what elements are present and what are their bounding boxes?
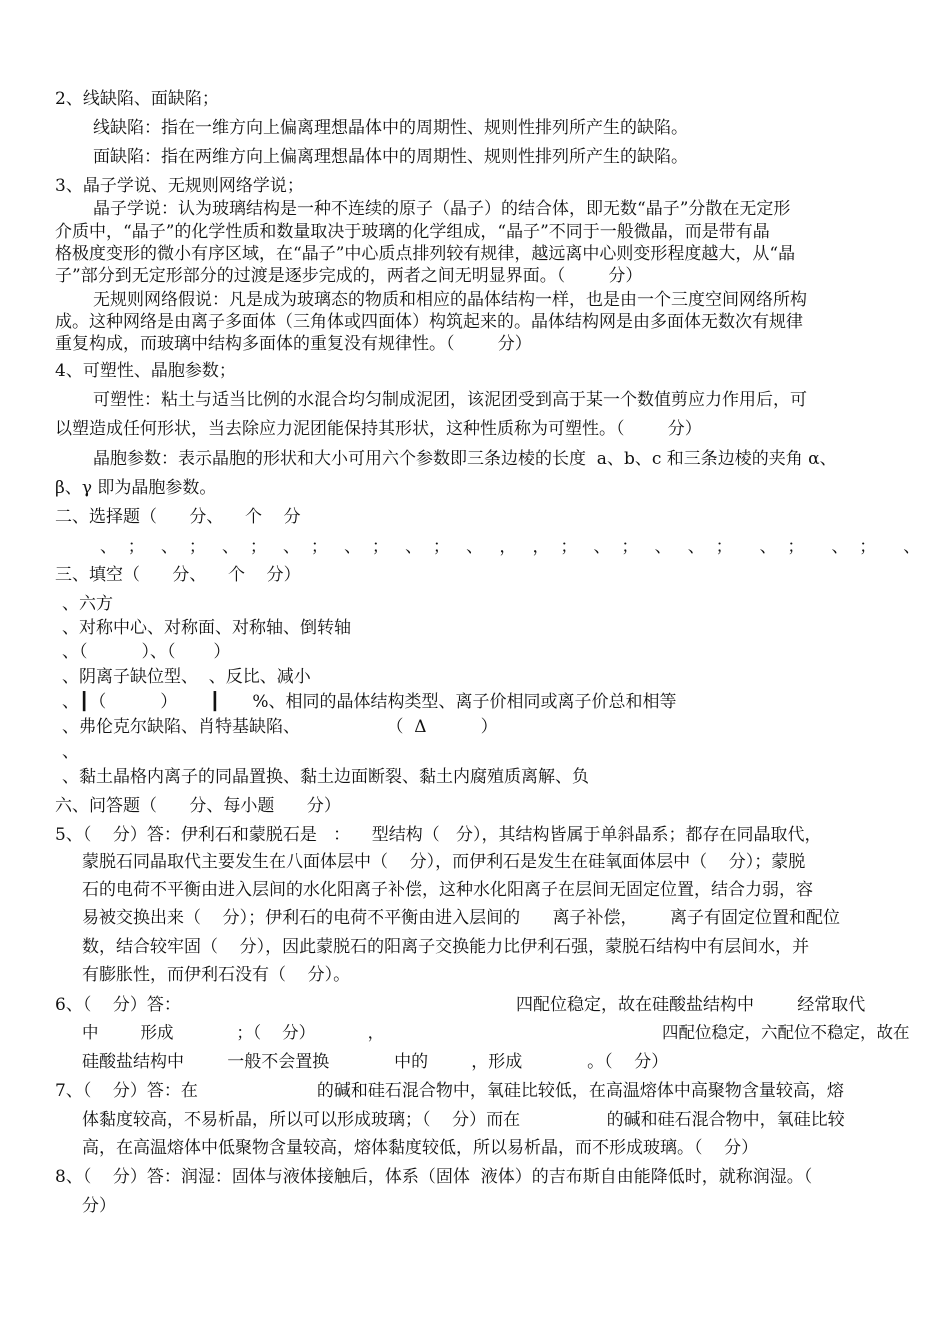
qa-line: 7、（ 分）答：在 的碱和硅石混合物中，氧硅比较低，在高温熔体中高聚物含量较高，熔 <box>55 1081 844 1101</box>
paragraph-line: 重复构成，而玻璃中结构多面体的重复没有规律性。（ 分） <box>55 334 532 354</box>
heading-3: 3、晶子学说、无规则网络学说； <box>55 176 304 196</box>
qa-line: 蒙脱石同晶取代主要发生在八面体层中（ 分），而伊利石是发生在硅氧面体层中（ 分）；蒙脱 <box>82 852 806 872</box>
qa-line: 易被交换出来（ 分）；伊利石的电荷不平衡由进入层间的 离子补偿， 离子有固定位置和配位 <box>82 908 840 928</box>
qa-line: 硅酸盐结构中 一般不会置换 中的 ，形成 。（ 分） <box>82 1052 669 1072</box>
fill-answer-line: 、阴离子缺位型、 、反比、减小 <box>62 667 311 687</box>
paragraph-line: 线缺陷：指在一维方向上偏离理想晶体中的周期性、规则性排列所产生的缺陷。 <box>93 118 688 138</box>
section-heading-qa: 六、问答题（ 分、每小题 分） <box>55 796 341 816</box>
fill-answer-line: 、（ ）、（ ） <box>62 642 231 662</box>
qa-line: 8、（ 分）答：润湿：固体与液体接触后，体系（固体 液体）的吉布斯自由能降低时，就称润湿。（ <box>55 1167 813 1187</box>
paragraph-line: 可塑性：粘土与适当比例的水混合均匀制成泥团，该泥团受到高于某一个数值剪应力作用后，可 <box>93 390 807 410</box>
qa-line: 有膨胀性，而伊利石没有（ 分）。 <box>82 965 351 985</box>
paragraph-line: 子”部分到无定形部分的过渡是逐步完成的，两者之间无明显界面。（ 分） <box>55 266 643 286</box>
paragraph-line: 介质中，“晶子”的化学性质和数量取决于玻璃的化学组成，“晶子”不同于一般微晶，而是带有晶 <box>55 222 770 242</box>
qa-line: 6、（ 分）答： 四配位稳定，故在硅酸盐结构中 经常取代 <box>55 995 866 1015</box>
paragraph-line: 晶胞参数：表示晶胞的形状和大小可用六个参数即三条边棱的长度 a、b、c 和三条边棱的夹角 α、 <box>93 449 837 469</box>
qa-line: 5、（ 分）答：伊利石和蒙脱石是 ： 型结构（ 分），其结构皆属于单斜晶系；都存在同晶取代， <box>55 825 822 845</box>
heading-2: 2、线缺陷、面缺陷； <box>55 89 219 109</box>
section-heading-choice: 二、选择题（ 分、 个 分 <box>55 507 301 527</box>
choice-answers-line: 、 ； 、 ； 、 ； 、 ； 、 ； 、 ； 、 ， ， ； 、 ； 、 、 ； 、 ； 、 ； 、 <box>100 537 921 557</box>
paragraph-line: 晶子学说：认为玻璃结构是一种不连续的原子（晶子）的结合体，即无数“晶子”分散在无定形 <box>93 199 791 219</box>
qa-line: 高，在高温熔体中低聚物含量较高，熔体黏度较低，所以易析晶，而不形成玻璃。（ 分） <box>82 1138 759 1158</box>
fill-answer-line: 、六方 <box>62 594 113 614</box>
paragraph-line: 面缺陷：指在两维方向上偏离理想晶体中的周期性、规则性排列所产生的缺陷。 <box>93 147 688 167</box>
paragraph-line: 无规则网络假说：凡是成为玻璃态的物质和相应的晶体结构一样，也是由一个三度空间网络所构 <box>93 290 807 310</box>
heading-4: 4、可塑性、晶胞参数； <box>55 361 236 381</box>
paragraph-line: 格极度变形的微小有序区域，在“晶子”中心质点排列较有规律，越远离中心则变形程度越大，从“晶 <box>55 244 796 264</box>
paragraph-line: 以塑造成任何形状，当去除应力泥团能保持其形状，这种性质称为可塑性。（ 分） <box>55 419 702 439</box>
paragraph-line: β、γ 即为晶胞参数。 <box>55 478 217 498</box>
fill-answer-line: 、 <box>62 742 79 762</box>
fill-answer-line: 、┃（ ） ┃ %、相同的晶体结构类型、离子价相同或离子价总和相等 <box>62 692 677 712</box>
qa-line: 石的电荷不平衡由进入层间的水化阳离子补偿，这种水化阳离子在层间无固定位置，结合力弱，容 <box>82 880 813 900</box>
section-heading-fill: 三、填空（ 分、 个 分） <box>55 565 301 585</box>
fill-answer-line: 、弗伦克尔缺陷、肖特基缺陷、 （ Δ ） <box>62 717 498 737</box>
qa-line: 数，结合较牢固（ 分），因此蒙脱石的阳离子交换能力比伊利石强，蒙脱石结构中有层间水，并 <box>82 937 810 957</box>
qa-line: 中 形成 ；（ 分） ， 四配位稳定，六配位不稳定，故在 <box>82 1023 910 1042</box>
fill-answer-line: 、对称中心、对称面、对称轴、倒转轴 <box>62 618 351 638</box>
qa-line: 分） <box>82 1196 116 1216</box>
paragraph-line: 成。这种网络是由离子多面体（三角体或四面体）构筑起来的。晶体结构网是由多面体无数次有规律 <box>55 312 803 332</box>
fill-answer-line: 、黏土晶格内离子的同晶置换、黏土边面断裂、黏土内腐殖质离解、负 <box>62 767 589 787</box>
qa-line: 体黏度较高，不易析晶，所以可以形成玻璃；（ 分）而在 的碱和硅石混合物中，氧硅比较 <box>82 1110 845 1130</box>
